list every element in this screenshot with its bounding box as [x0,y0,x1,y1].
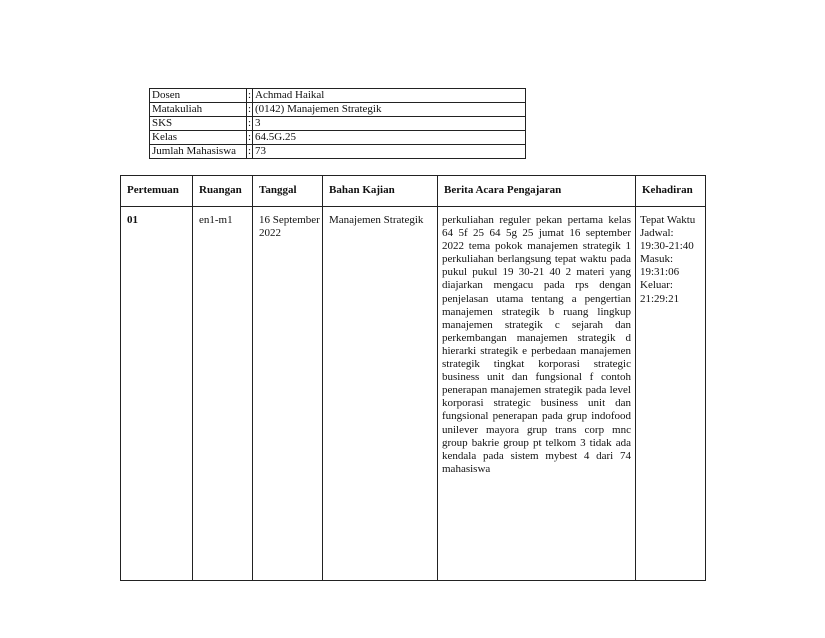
info-row-kelas [150,131,526,145]
header-kehadiran: Kehadiran [636,176,706,207]
kehadiran-status: Tepat Waktu [640,214,696,226]
kehadiran-jadwal-label: Jadwal: [640,227,674,240]
info-separator: : [247,89,252,101]
info-separator: : [247,103,252,115]
cell-tanggal: 16 September 2022 [253,207,323,581]
header-berita-acara: Berita Acara Pengajaran [438,176,636,207]
info-value: (0142) Manajemen Strategik [253,103,526,117]
kehadiran-masuk-value: 19:31:06 [640,266,680,279]
cell-pertemuan: 01 [121,207,193,581]
info-label: Matakuliah [150,103,247,117]
info-row-sks [150,117,526,131]
kehadiran-keluar-value: 21:29:21 [640,292,680,305]
info-label: SKS [150,117,247,131]
info-value: Achmad Haikal [253,89,526,103]
info-value: 73 [253,145,526,159]
info-value: 64.5G.25 [253,131,526,145]
info-separator: : [247,145,252,157]
info-label: Jumlah Mahasiswa [150,145,247,159]
table-row [121,207,706,581]
kehadiran-jadwal-value: 19:30-21:40 [640,240,694,253]
cell-ruangan: en1-m1 [193,207,253,581]
header-pertemuan: Pertemuan [121,176,193,207]
header-ruangan: Ruangan [193,176,253,207]
cell-berita-acara: perkuliahan reguler pekan pertama kelas 64 5f 25 64 5g 25 jumat 16 september 2022 tema pokok manajemen strategik 1 perkuliahan berlangsung tepat waktu pada pukul pukul 19 30-21 40 2 materi yang diajarkan mengacu pada rps dengan penjelasan utama tentang a pengertian manajemen strategik b ruang lingkup manajemen strategik c sejarah dan perkembangan manajemen strategik d hierarki strategik e perbedaan manajemen strategik tingkat korporasi strategic business unit dan fungsional f contoh penerapan manajemen strategik pada level korporasi strategic business unit dan fungsional penerapan pada grup indofood unilever mayora grup trans corp mnc group bakrie group pt telkom 3 tidak ada kendala pada sistem mybest 4 dari 74 mahasiswa [438,207,636,581]
meeting-log-table [120,175,706,581]
table-header-row [121,176,706,207]
header-bahan-kajian: Bahan Kajian [323,176,438,207]
cell-bahan-kajian: Manajemen Strategik [323,207,438,581]
info-row-jumlah-mahasiswa [150,145,526,159]
info-row-matakuliah [150,103,526,117]
kehadiran-keluar-label: Keluar: [640,279,673,292]
info-label: Kelas [150,131,247,145]
cell-kehadiran [636,207,706,581]
course-info-table [149,88,526,159]
kehadiran-masuk-label: Masuk: [640,253,673,266]
info-label: Dosen [150,89,247,103]
info-separator: : [247,117,252,129]
info-row-dosen [150,89,526,103]
header-tanggal: Tanggal [253,176,323,207]
info-value: 3 [253,117,526,131]
info-separator: : [247,131,252,143]
